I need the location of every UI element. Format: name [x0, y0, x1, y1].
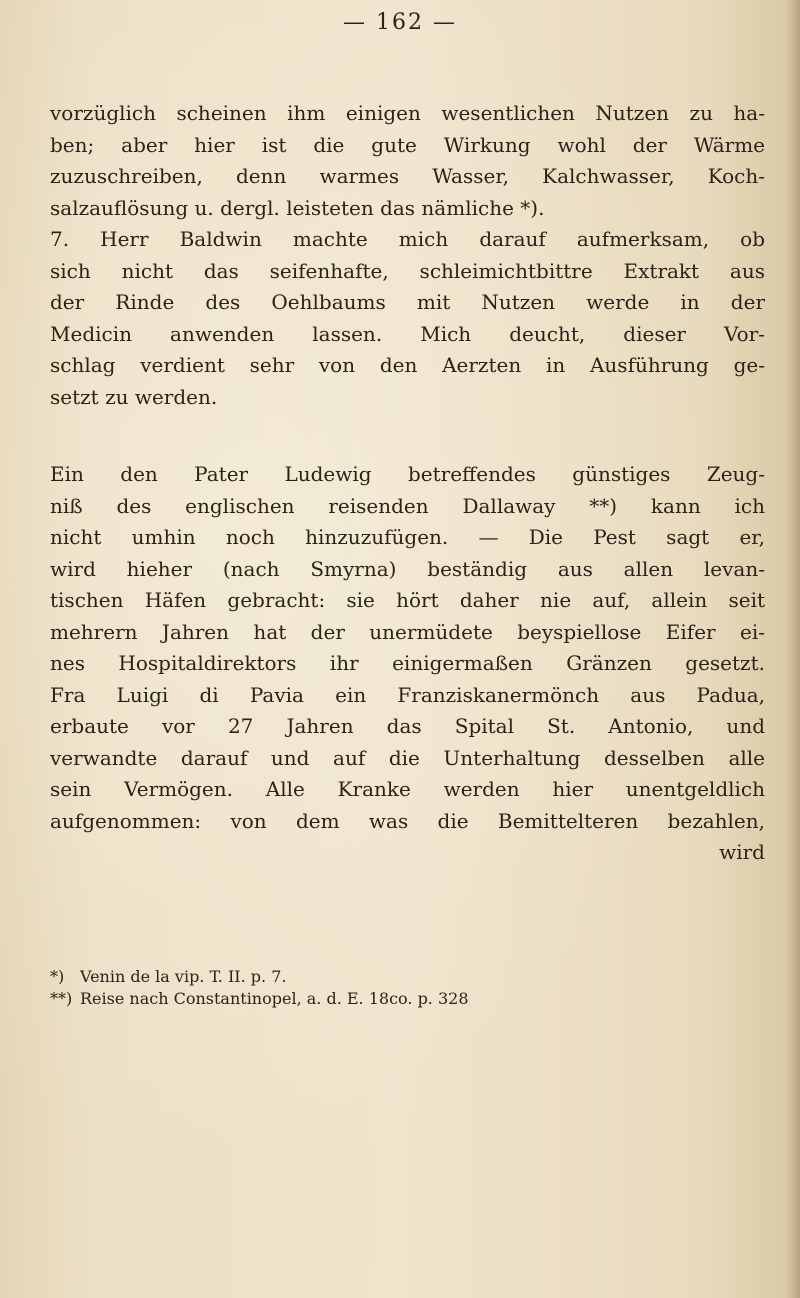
catchword: wird [719, 840, 765, 864]
text-line: der Rinde des Oehlbaums mit Nutzen werde in der [50, 290, 765, 314]
text-line: sich nicht das seifenhafte, schleimichtbittre Extrakt aus [50, 258, 765, 283]
text-line: vorzüglich scheinen ihm einigen wesentlichen Nutzen zu ha- [50, 101, 765, 125]
text-line: schlag verdient sehr von den Aerzten in Ausführung ge- [50, 353, 765, 377]
footnote-text: Venin de la vip. T. II. p. 7. [80, 967, 287, 986]
text-line: sein Vermögen. Alle Kranke werden hier unentgeldlich [50, 777, 765, 801]
text-line: 7. Herr Baldwin machte mich darauf aufmerksam, ob [50, 227, 765, 251]
paragraph-gap [50, 413, 765, 459]
text-line: setzt zu werden. [50, 384, 218, 409]
paragraph-1 [50, 98, 765, 224]
text-line: wird hieher (nach Smyrna) beständig aus allen levan- [50, 556, 765, 581]
footnote [50, 988, 765, 1010]
text-line: Medicin anwenden lassen. Mich deucht, dieser Vor- [50, 321, 765, 346]
text-line: nes Hospitaldirektors ihr einigermaßen Gränzen gesetzt. [50, 651, 765, 675]
text-line: zuzuschreiben, denn warmes Wasser, Kalchwasser, Koch- [50, 164, 765, 188]
paragraph-2 [50, 224, 765, 413]
text-line: salzauflösung u. dergl. leisteten das nämliche *). [50, 195, 545, 220]
paragraph-3 [50, 459, 765, 869]
footnote [50, 966, 765, 988]
footnotes [50, 966, 765, 1010]
text-line: Fra Luigi di Pavia ein Franziskanermönch aus Padua, [50, 682, 765, 707]
text-line: ben; aber hier ist die gute Wirkung wohl der Wärme [50, 132, 765, 157]
text-line: nicht umhin noch hinzuzufügen. — Die Pest sagt er, [50, 525, 765, 549]
text-line: Ein den Pater Ludewig betreffendes günstiges Zeug- [50, 462, 765, 486]
text-line: aufgenommen: von dem was die Bemittelteren bezahlen, [50, 808, 765, 833]
page-body [50, 98, 765, 869]
page-edge-shadow [786, 0, 800, 1298]
footnote-text: Reise nach Constantinopel, a. d. E. 18co. p. 328 [80, 989, 469, 1008]
page-number: — 162 — [343, 10, 457, 35]
text-line: niß des englischen reisenden Dallaway **) kann ich [50, 493, 765, 518]
footnote-mark: **) [50, 989, 73, 1008]
text-line: erbaute vor 27 Jahren das Spital St. Antonio, und [50, 714, 765, 738]
text-line: verwandte darauf und auf die Unterhaltung desselben alle [50, 745, 765, 770]
text-line: tischen Häfen gebracht: sie hört daher nie auf, allein seit [50, 588, 765, 612]
text-line: mehrern Jahren hat der unermüdete beyspiellose Eifer ei- [50, 619, 765, 644]
footnote-mark: *) [50, 967, 65, 986]
